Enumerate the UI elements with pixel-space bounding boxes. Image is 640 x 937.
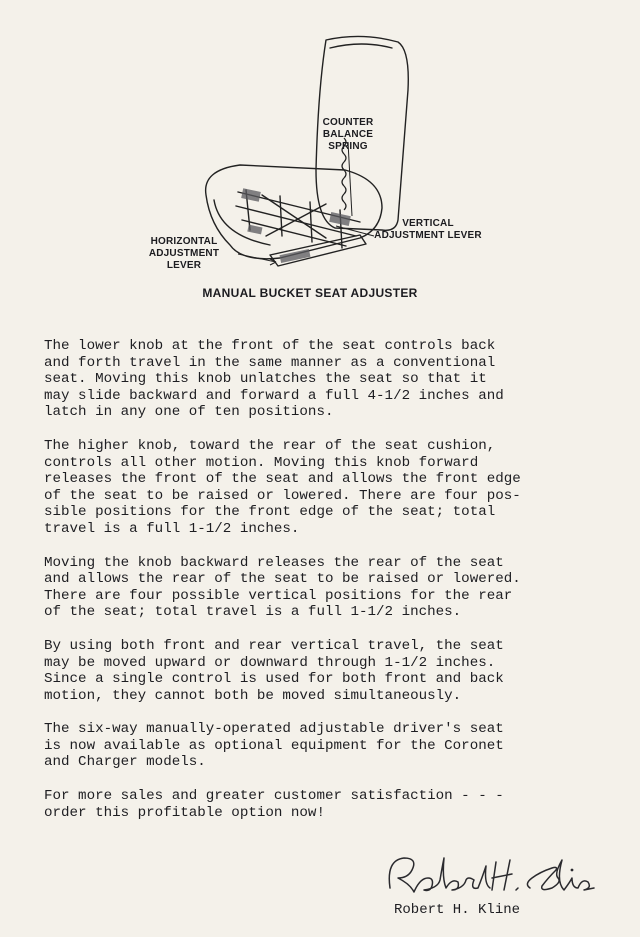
paragraph: The lower knob at the front of the seat controls back and forth travel in the same manner as a conventional seat. Moving this knob unlatches the seat so that it may slide backward and forward a full 4-1/2 inches and latch in any one of ten positions.	[44, 338, 504, 421]
paragraph: For more sales and greater customer satisfaction - - - order this profitable option now!	[44, 788, 504, 821]
figure-caption: MANUAL BUCKET SEAT ADJUSTER	[202, 286, 418, 300]
signature-drawing	[382, 848, 598, 900]
vertical-adjustment-lever-label: VERTICAL ADJUSTMENT LEVER	[374, 218, 482, 241]
paragraph: By using both front and rear vertical travel, the seat may be moved upward or downward through 1-1/2 inches. Since a single control is used for both front and back motion, they cannot both be moved simultaneously.	[44, 637, 504, 704]
signer-name: Robert H. Kline	[394, 902, 521, 918]
counter-balance-spring-label: COUNTER BALANCE SPRING	[322, 117, 374, 152]
paragraph: The higher knob, toward the rear of the seat cushion, controls all other motion. Moving this knob forward releases the front of the seat and allows the front edge of the seat to be raised or lowered. There are four pos- sible positions for the front edge of the seat; total travel is a full 1-1/2 inches.	[44, 437, 521, 537]
paragraph: The six-way manually-operated adjustable driver's seat is now available as optional equipment for the Coronet and Charger models.	[44, 721, 504, 771]
handwritten-signature	[382, 848, 598, 900]
paragraph: Moving the knob backward releases the rear of the seat and allows the rear of the seat to be raised or lowered. There are four possible vertical positions for the rear of the seat; total travel is a full 1-1/2 inches.	[44, 554, 521, 621]
horizontal-adjustment-lever-label: HORIZONTAL ADJUSTMENT LEVER	[148, 236, 220, 271]
body-text	[44, 338, 624, 838]
